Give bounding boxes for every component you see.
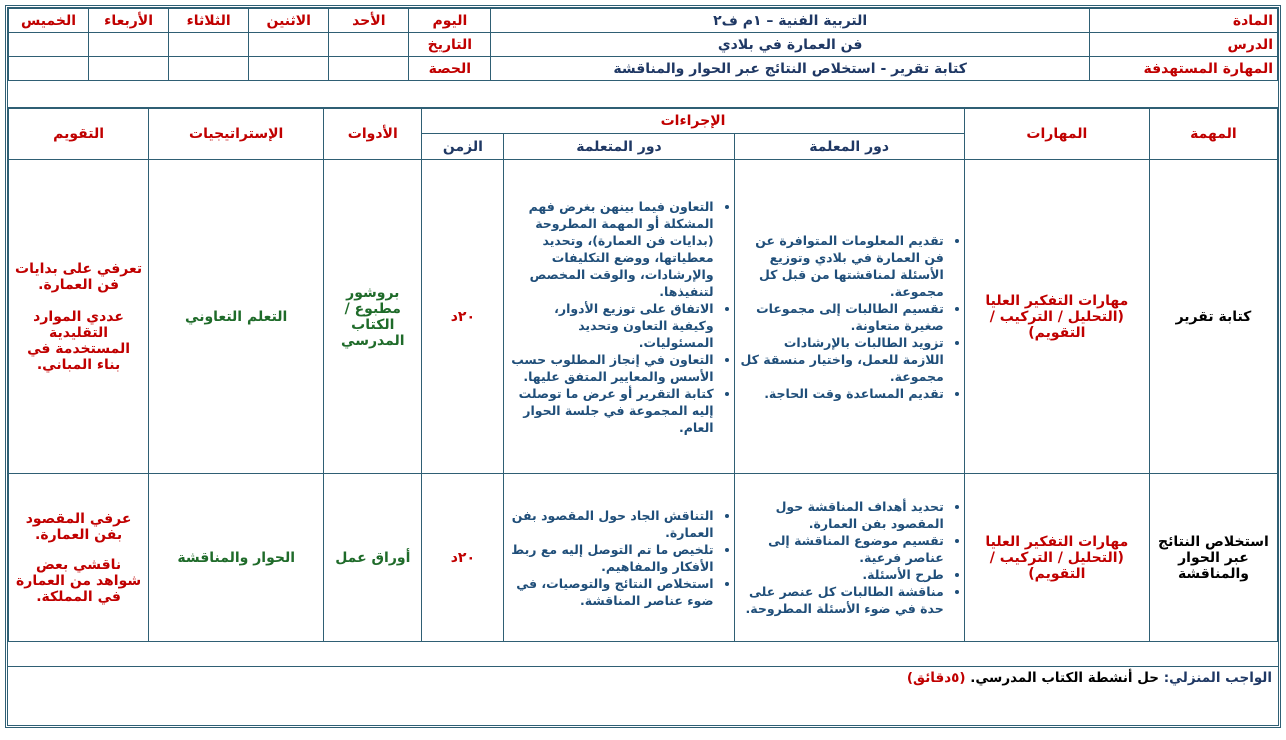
evaluation-cell <box>9 474 149 642</box>
date-cell <box>9 33 89 57</box>
period-cell <box>249 57 329 81</box>
spacer-row <box>8 642 1278 667</box>
tools-cell: بروشور مطبوع / الكتاب المدرسي <box>324 160 422 474</box>
list-item: • استخلاص النتائج والتوصيات، في ضوء عناصر المناقشة. <box>508 575 713 609</box>
list-item: • تقسيم الطالبات إلى مجموعات صغيرة متعاونة. <box>739 300 944 334</box>
teacher-role-cell <box>734 474 964 642</box>
time-cell: ٢٠د <box>422 474 504 642</box>
strategy-cell: الحوار والمناقشة <box>149 474 324 642</box>
teacher-role-cell <box>734 160 964 474</box>
skill-value: كتابة تقرير - استخلاص النتائج عبر الحوار والمناقشة <box>491 57 1089 81</box>
list-item: • تزويد الطالبات بالإرشادات اللازمة للعمل، واختيار منسقة كل مجموعة. <box>739 334 944 385</box>
period-cell <box>169 57 249 81</box>
col-task: المهمة <box>1149 109 1277 160</box>
period-label: الحصة <box>409 57 491 81</box>
tools-cell: أوراق عمل <box>324 474 422 642</box>
list-item: • كتابة التقرير أو عرض ما توصلت إليه المجموعة في جلسة الحوار العام. <box>508 385 713 436</box>
evaluation-item: ناقشي بعض شواهد من العمارة في المملكة. <box>16 556 142 605</box>
evaluation-item: عرفي المقصود بفن العمارة. <box>25 510 132 543</box>
col-evaluation: التقويم <box>9 109 149 160</box>
day-thursday: الخميس <box>9 9 89 33</box>
skills-cell: مهارات التفكير العليا (التحليل / التركيب / التقويم) <box>964 474 1149 642</box>
subject-value: التربية الفنية – ١م ف٢ <box>491 9 1089 33</box>
header-table <box>8 8 1278 81</box>
col-teacher-role: دور المعلمة <box>734 134 964 160</box>
evaluation-cell <box>9 160 149 474</box>
col-strategies: الإستراتيجيات <box>149 109 324 160</box>
period-cell <box>89 57 169 81</box>
day-label: اليوم <box>409 9 491 33</box>
col-time: الزمن <box>422 134 504 160</box>
day-monday: الاثنين <box>249 9 329 33</box>
subject-label: المادة <box>1089 9 1277 33</box>
date-cell <box>169 33 249 57</box>
skill-label: المهارة المستهدفة <box>1089 57 1277 81</box>
strategy-cell: التعلم التعاوني <box>149 160 324 474</box>
list-item: • التناقش الجاد حول المقصود بفن العمارة. <box>508 507 713 541</box>
list-item: • الاتفاق على توزيع الأدوار، وكيفية التعاون وتحديد المسئوليات. <box>508 300 713 351</box>
task-cell: استخلاص النتائج عبر الحوار والمناقشة <box>1149 474 1277 642</box>
spacer-row <box>8 81 1278 108</box>
date-cell <box>329 33 409 57</box>
list-item: • طرح الأسئلة. <box>739 566 944 583</box>
date-cell <box>249 33 329 57</box>
student-role-cell <box>504 474 734 642</box>
time-cell: ٢٠د <box>422 160 504 474</box>
col-tools: الأدوات <box>324 109 422 160</box>
evaluation-item: عددي الموارد التقليدية المستخدمة في بناء المباني. <box>27 308 131 373</box>
list-item: • مناقشة الطالبات كل عنصر على حدة في ضوء الأسئلة المطروحة. <box>739 583 944 617</box>
period-cell <box>329 57 409 81</box>
day-wednesday: الأربعاء <box>89 9 169 33</box>
day-sunday: الأحد <box>329 9 409 33</box>
col-skills: المهارات <box>964 109 1149 160</box>
lesson-value: فن العمارة في بلادي <box>491 33 1089 57</box>
period-cell <box>9 57 89 81</box>
lesson-label: الدرس <box>1089 33 1277 57</box>
date-label: التاريخ <box>409 33 491 57</box>
list-item: • تقديم المعلومات المتوافرة عن فن العمارة في بلادي وتوزيع الأسئلة لمناقشتها من قبل كل مجموعة. <box>739 232 944 300</box>
skills-cell: مهارات التفكير العليا (التحليل / التركيب / التقويم) <box>964 160 1149 474</box>
task-cell: كتابة تقرير <box>1149 160 1277 474</box>
homework-text: حل أنشطة الكتاب المدرسي. <box>970 670 1159 686</box>
list-item: • تقديم المساعدة وقت الحاجة. <box>739 385 944 402</box>
lesson-plan-page <box>5 5 1281 728</box>
evaluation-item: تعرفي على بدايات فن العمارة. <box>15 260 143 293</box>
list-item: • تقسيم موضوع المناقشة إلى عناصر فرعية. <box>739 532 944 566</box>
list-item: • التعاون فيما بينهن بغرض فهم المشكلة أو المهمة المطروحة (بدايات فن العمارة)، وتحديد معطياتها، ووضع التكليفات والإرشادات، والوقت المخصص لتنفيذها. <box>508 198 713 300</box>
col-procedures: الإجراءات <box>422 109 964 134</box>
day-tuesday: الثلاثاء <box>169 9 249 33</box>
date-cell <box>89 33 169 57</box>
procedures-table <box>8 108 1278 642</box>
homework-time: (٥دقائق) <box>906 670 966 686</box>
list-item: • تلخيص ما تم التوصل إليه مع ربط الأفكار والمفاهيم. <box>508 541 713 575</box>
list-item: • تحديد أهداف المناقشة حول المقصود بفن العمارة. <box>739 498 944 532</box>
student-role-cell <box>504 160 734 474</box>
col-student-role: دور المتعلمة <box>504 134 734 160</box>
homework-line <box>8 667 1278 689</box>
list-item: • التعاون في إنجاز المطلوب حسب الأسس والمعايير المتفق عليها. <box>508 351 713 385</box>
homework-label: الواجب المنزلي: <box>1163 670 1272 686</box>
